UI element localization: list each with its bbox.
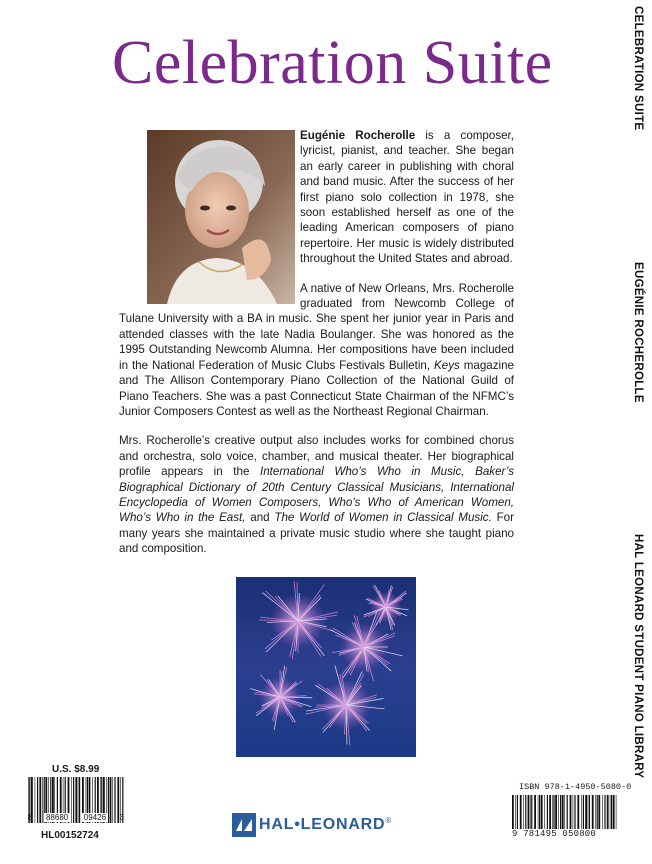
barcode-bar (555, 795, 557, 829)
barcode-bar (541, 795, 543, 829)
barcode-bar (549, 795, 551, 829)
barcode-bar (558, 795, 559, 829)
barcode-bar (515, 795, 516, 829)
registered-mark: ® (385, 816, 392, 825)
barcode-bar (538, 795, 539, 829)
barcode-bar (573, 795, 574, 829)
barcode-bar (588, 795, 589, 829)
barcode-bar (616, 795, 617, 829)
isbn-barcode (512, 795, 618, 829)
barcode-bar (613, 795, 615, 829)
barcode-bar (534, 795, 536, 829)
bio-paragraph-3: Mrs. Rocherolle’s creative output also includes works for combined chorus and orchestra, solo voice, chamber, and musical theater. Her biographical profile appears in the International Who’s Who in Music, Baker’s Biographical Dictionary of 20th Century Classical Musicians, International Encyclopedia of Women Composers, Who’s Who of American Women, Who’s Who in the East, and The World of Women in Classical Music. For many years she maintained a private music studio where she taught piano and composition. (119, 434, 514, 556)
page-title: Celebration Suite (112, 29, 553, 97)
barcode-bar (562, 795, 564, 829)
barcode-bar (512, 795, 514, 829)
bio-paragraph-2: A native of New Orleans, Mrs. Rocherolle graduated from Newcomb College of Tulane University with a BA in music. She spent her junior year in Paris and attended classes with the late Nadia Boulanger. She was honored as the 1995 Outstanding Newcomb Alumna. Her compositions have been included in the National Federation of Music Clubs Festivals Bulletin, Keys magazine and The Allison Contemporary Piano Collection of the National Guild of Piano Teachers. She was a past Connecticut State Chairman of the NFMC’s Junior Composers Contest as well as the Northeast Regional Chairman. (119, 281, 514, 418)
product-code: HL00152724 (41, 830, 99, 841)
barcode-bar (530, 795, 531, 829)
author-name: Eugénie Rocherolle (300, 129, 416, 142)
barcode-bar (544, 795, 545, 829)
barcode-bar (553, 795, 554, 829)
barcode-bar (607, 795, 609, 829)
barcode-bar (589, 795, 590, 829)
barcode-bar (602, 795, 603, 829)
spine-series: HAL LEONARD STUDENT PIANO LIBRARY (632, 534, 644, 779)
barcode-bar (517, 795, 518, 829)
barcode-bar (598, 795, 600, 829)
barcode-bar (525, 795, 526, 829)
barcode-bar (611, 795, 612, 829)
isbn-digits: 9 781495 050800 (512, 829, 597, 839)
barcode-bar (528, 795, 530, 829)
barcode-bar (560, 795, 561, 829)
barcode-bar (567, 795, 568, 829)
barcode-bar (577, 795, 579, 829)
barcode-bar (523, 795, 524, 829)
author-biography (119, 128, 514, 571)
bio-paragraph-1: Eugénie Rocherolle is a composer, lyricist, pianist, and teacher. She began an early career in publishing with choral and band music. After the success of her first piano solo collection in 1978, she soon established herself as one of the leading American composers of piano repertoire. Her music is widely distributed throughout the United States and abroad. (300, 129, 515, 266)
barcode-bar (570, 795, 572, 829)
fireworks-image (236, 577, 416, 757)
barcode-bar (531, 795, 532, 829)
spine-author: EUGÉNIE ROCHEROLLE (632, 262, 644, 403)
barcode-bar (581, 795, 582, 829)
barcode-bar (547, 795, 548, 829)
publisher-name: HAL•LEONARD (259, 816, 386, 833)
barcode-bar (520, 795, 522, 829)
isbn-label: ISBN 978-1-4950-5080-0 (519, 782, 632, 792)
barcode-bar (592, 795, 594, 829)
barcode-bar (610, 795, 611, 829)
barcode-bar (604, 795, 605, 829)
price-label: U.S. $8.99 (52, 764, 100, 775)
barcode-bar (539, 795, 540, 829)
barcode-bar (583, 795, 584, 829)
barcode-bar (574, 795, 575, 829)
barcode-bar (552, 795, 553, 829)
upc-digits: 8 88680 09426 3 (28, 813, 124, 822)
hal-leonard-mark-icon (232, 813, 256, 837)
barcode-bar (585, 795, 587, 829)
barcode-bar (564, 795, 565, 829)
spine-title: CELEBRATION SUITE (632, 6, 644, 131)
spine (626, 0, 644, 864)
barcode-bar (597, 795, 598, 829)
publisher-logo (232, 812, 391, 838)
barcode-bar (595, 795, 596, 829)
